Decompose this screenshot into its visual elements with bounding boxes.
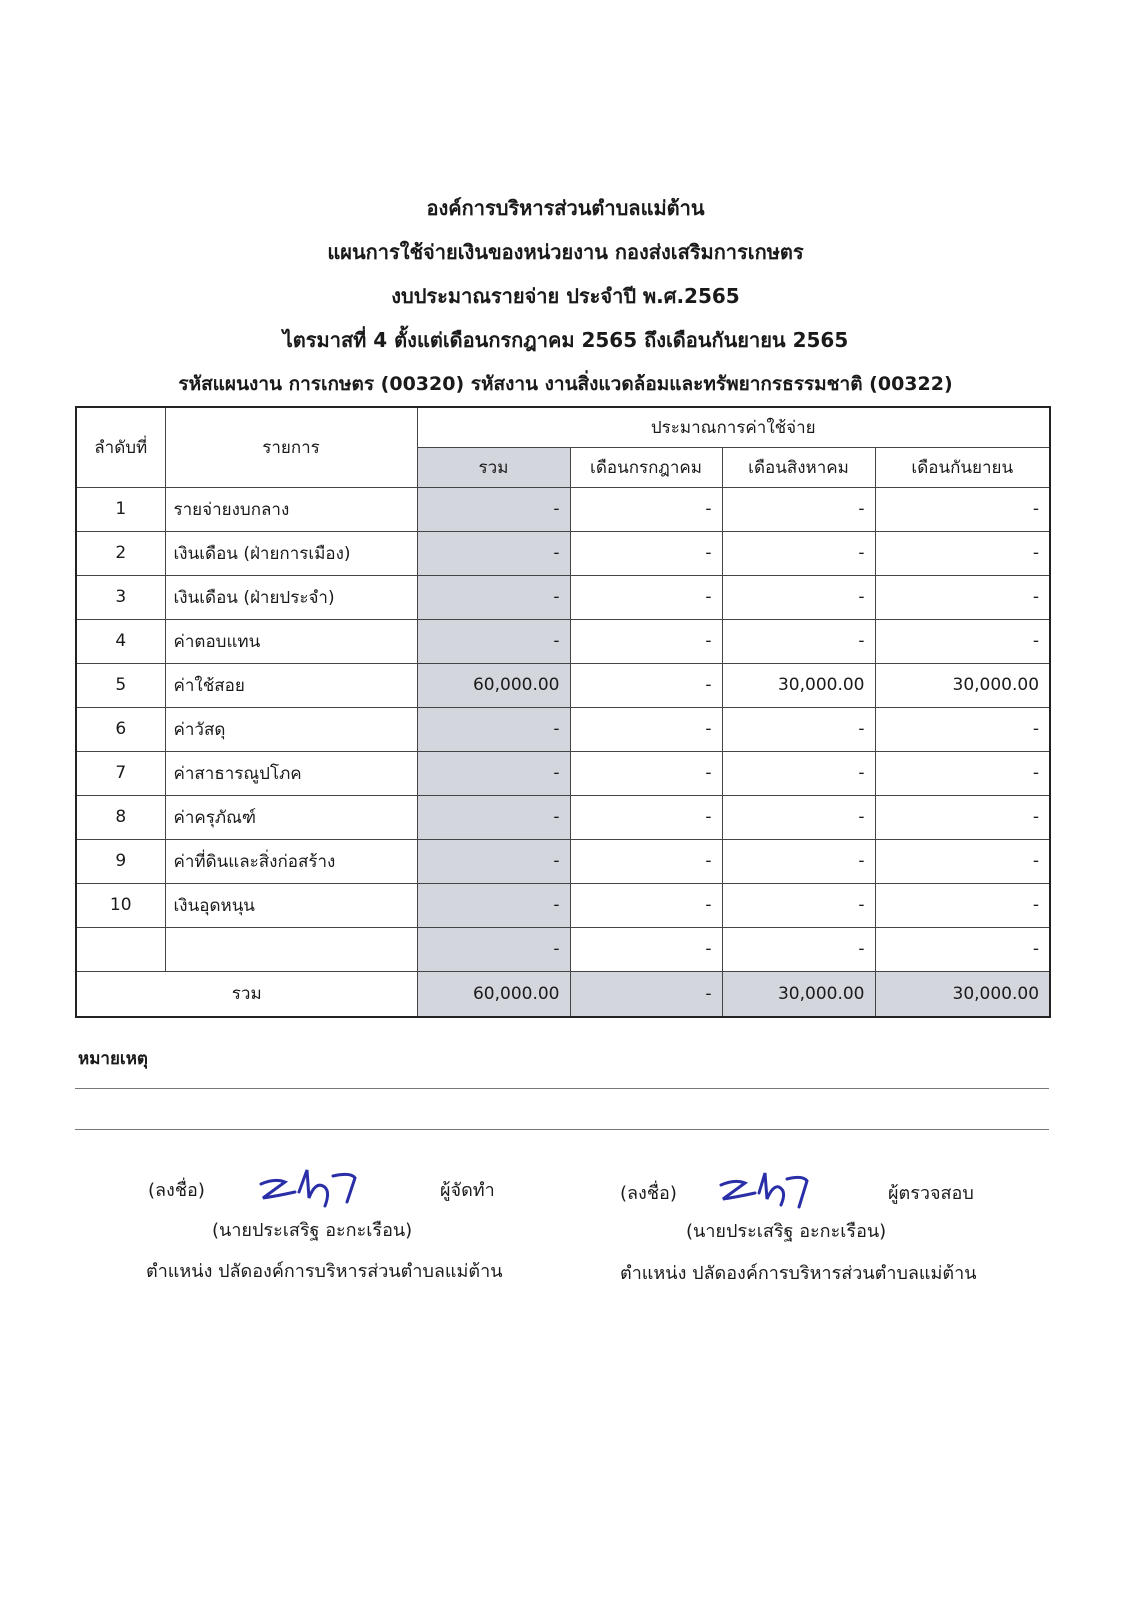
row-m1-cell: - [570, 707, 722, 751]
col-header-total: รวม [417, 447, 570, 487]
row-m2-cell: - [722, 619, 875, 663]
table-total-row [76, 971, 1050, 1017]
table-row [76, 663, 1050, 707]
table-row [76, 927, 1050, 971]
row-m3-cell: - [875, 883, 1050, 927]
row-m2-cell: - [722, 883, 875, 927]
row-no-cell: 5 [76, 663, 165, 707]
right-signature-icon [715, 1165, 815, 1215]
row-m3-cell: - [875, 619, 1050, 663]
col-header-group: ประมาณการค่าใช้จ่าย [417, 407, 1050, 447]
row-total-cell: - [417, 707, 570, 751]
right-position: ตำแหน่ง ปลัดองค์การบริหารส่วนตำบลแม่ต้าน [620, 1263, 977, 1284]
col-header-m2: เดือนสิงหาคม [722, 447, 875, 487]
left-name: (นายประเสริฐ อะกะเรือน) [212, 1220, 413, 1241]
total-sum: 60,000.00 [417, 971, 570, 1017]
row-no-cell: 10 [76, 883, 165, 927]
right-role: ผู้ตรวจสอบ [888, 1183, 974, 1204]
row-m2-cell: - [722, 531, 875, 575]
total-m3: 30,000.00 [875, 971, 1050, 1017]
row-total-cell: - [417, 619, 570, 663]
row-total-cell: - [417, 839, 570, 883]
row-no-cell: 9 [76, 839, 165, 883]
row-item-cell: เงินเดือน (ฝ่ายการเมือง) [165, 531, 417, 575]
row-total-cell: - [417, 927, 570, 971]
row-m2-cell: - [722, 575, 875, 619]
table-row [76, 575, 1050, 619]
row-m1-cell: - [570, 487, 722, 531]
row-no-cell: 8 [76, 795, 165, 839]
remark-line-2 [75, 1129, 1049, 1130]
row-m1-cell: - [570, 927, 722, 971]
row-m3-cell: - [875, 751, 1050, 795]
row-m2-cell: - [722, 487, 875, 531]
row-m2-cell: - [722, 839, 875, 883]
row-m2-cell: 30,000.00 [722, 663, 875, 707]
row-m1-cell: - [570, 619, 722, 663]
row-total-cell: - [417, 883, 570, 927]
table-row [76, 707, 1050, 751]
col-header-m3: เดือนกันยายน [875, 447, 1050, 487]
right-sign-label: (ลงชื่อ) [620, 1183, 677, 1204]
plan-title: แผนการใช้จ่ายเงินของหน่วยงาน กองส่งเสริมการเกษตร [327, 240, 804, 264]
row-m1-cell: - [570, 839, 722, 883]
row-item-cell: รายจ่ายงบกลาง [165, 487, 417, 531]
row-item-cell: ค่าวัสดุ [165, 707, 417, 751]
col-header-item: รายการ [165, 407, 417, 487]
row-total-cell: 60,000.00 [417, 663, 570, 707]
row-total-cell: - [417, 795, 570, 839]
row-total-cell: - [417, 751, 570, 795]
row-no-cell: 6 [76, 707, 165, 751]
table-row [76, 619, 1050, 663]
left-signature-icon [255, 1162, 365, 1212]
total-m1: - [570, 971, 722, 1017]
row-item-cell: เงินเดือน (ฝ่ายประจำ) [165, 575, 417, 619]
left-position: ตำแหน่ง ปลัดองค์การบริหารส่วนตำบลแม่ต้าน [146, 1261, 503, 1282]
row-m3-cell: 30,000.00 [875, 663, 1050, 707]
row-total-cell: - [417, 487, 570, 531]
row-item-cell: เงินอุดหนุน [165, 883, 417, 927]
row-m3-cell: - [875, 575, 1050, 619]
total-label: รวม [76, 971, 417, 1017]
col-header-no: ลำดับที่ [76, 407, 165, 487]
table-row [76, 795, 1050, 839]
codes-title: รหัสแผนงาน การเกษตร (00320) รหัสงาน งานสิ่งแวดล้อมและทรัพยากรธรรมชาติ (00322) [178, 373, 953, 395]
budget-table [75, 406, 1051, 1018]
row-item-cell [165, 927, 417, 971]
row-m3-cell: - [875, 487, 1050, 531]
col-header-m1: เดือนกรกฎาคม [570, 447, 722, 487]
row-item-cell: ค่าครุภัณฑ์ [165, 795, 417, 839]
row-no-cell [76, 927, 165, 971]
row-no-cell: 4 [76, 619, 165, 663]
row-item-cell: ค่าสาธารณูปโภค [165, 751, 417, 795]
total-m2: 30,000.00 [722, 971, 875, 1017]
row-m2-cell: - [722, 795, 875, 839]
row-m2-cell: - [722, 927, 875, 971]
row-m1-cell: - [570, 751, 722, 795]
budget-title: งบประมาณรายจ่าย ประจำปี พ.ศ.2565 [391, 284, 740, 308]
row-m2-cell: - [722, 707, 875, 751]
table-header-row [76, 407, 1050, 447]
row-m1-cell: - [570, 575, 722, 619]
row-item-cell: ค่าที่ดินและสิ่งก่อสร้าง [165, 839, 417, 883]
row-m3-cell: - [875, 707, 1050, 751]
row-m3-cell: - [875, 795, 1050, 839]
row-no-cell: 1 [76, 487, 165, 531]
left-role: ผู้จัดทำ [440, 1180, 495, 1201]
quarter-title: ไตรมาสที่ 4 ตั้งแต่เดือนกรกฎาคม 2565 ถึงเดือนกันยายน 2565 [282, 328, 849, 352]
table-row [76, 883, 1050, 927]
remark-line-1 [75, 1088, 1049, 1089]
row-m3-cell: - [875, 839, 1050, 883]
row-item-cell: ค่าตอบแทน [165, 619, 417, 663]
row-no-cell: 2 [76, 531, 165, 575]
row-m1-cell: - [570, 795, 722, 839]
remark-label: หมายเหตุ [78, 1049, 148, 1069]
document-header [0, 186, 1131, 406]
row-total-cell: - [417, 575, 570, 619]
table-row [76, 839, 1050, 883]
row-item-cell: ค่าใช้สอย [165, 663, 417, 707]
table-row [76, 487, 1050, 531]
row-m3-cell: - [875, 531, 1050, 575]
row-no-cell: 7 [76, 751, 165, 795]
left-sign-label: (ลงชื่อ) [148, 1180, 205, 1201]
table-row [76, 751, 1050, 795]
row-total-cell: - [417, 531, 570, 575]
right-name: (นายประเสริฐ อะกะเรือน) [686, 1221, 887, 1242]
row-m1-cell: - [570, 531, 722, 575]
row-m3-cell: - [875, 927, 1050, 971]
table-row [76, 531, 1050, 575]
row-m1-cell: - [570, 883, 722, 927]
row-no-cell: 3 [76, 575, 165, 619]
row-m2-cell: - [722, 751, 875, 795]
org-title: องค์การบริหารส่วนตำบลแม่ต้าน [426, 196, 705, 220]
row-m1-cell: - [570, 663, 722, 707]
